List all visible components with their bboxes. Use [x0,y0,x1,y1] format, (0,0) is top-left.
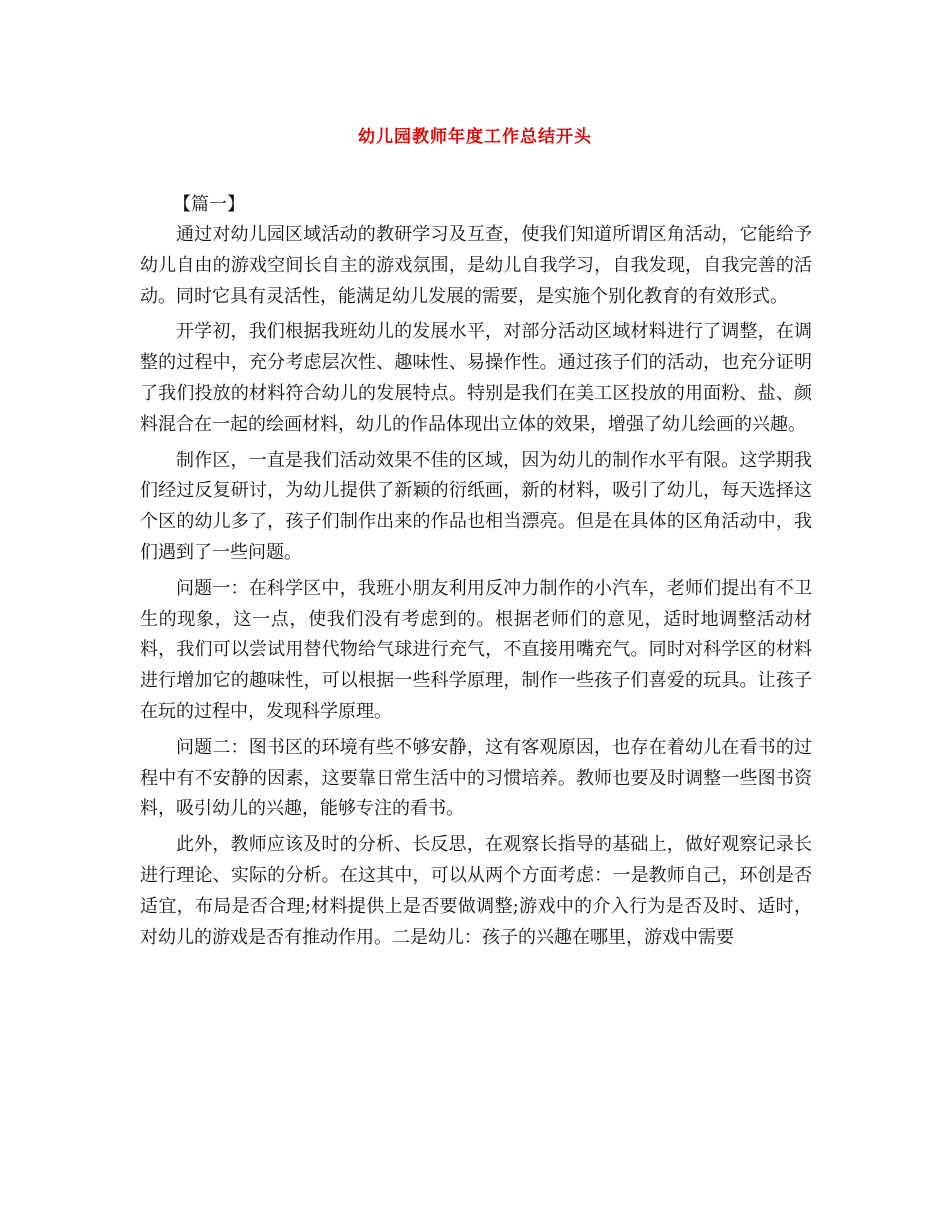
document-body [140,220,812,958]
paragraph: 问题二：图书区的环境有些不够安静，这有客观原因，也存在着幼儿在看书的过程中有不安静的因素，这要靠日常生活中的习惯培养。教师也要及时调整一些图书资料，吸引幼儿的兴趣，能够专注的看书。 [140,736,812,820]
paragraph: 制作区，一直是我们活动效果不佳的区域，因为幼儿的制作水平有限。这学期我们经过反复研讨，为幼儿提供了新颖的衍纸画，新的材料，吸引了幼儿，每天选择这个区的幼儿多了，孩子们制作出来的作品也相当漂亮。但是在具体的区角活动中，我们遇到了一些问题。 [140,449,812,563]
paragraph: 开学初，我们根据我班幼儿的发展水平，对部分活动区域材料进行了调整，在调整的过程中，充分考虑层次性、趣味性、易操作性。通过孩子们的活动，也充分证明了我们投放的材料符合幼儿的发展特点。特别是我们在美工区投放的用面粉、盐、颜料混合在一起的绘画材料，幼儿的作品体现出立体的效果，增强了幼儿绘画的兴趣。 [140,321,812,435]
paragraph: 通过对幼儿园区域活动的教研学习及互查，使我们知道所谓区角活动，它能给予幼儿自由的游戏空间长自主的游戏氛围，是幼儿自我学习，自我发现，自我完善的活动。同时它具有灵活性，能满足幼儿发展的需要，是实施个别化教育的有效形式。 [140,224,812,307]
paragraph: 问题一：在科学区中，我班小朋友利用反冲力制作的小汽车，老师们提出有不卫生的现象，这一点，使我们没有考虑到的。根据老师们的意见，适时地调整活动材料，我们可以尝试用替代物给气球进行充气，不直接用嘴充气。同时对科学区的材料进行增加它的趣味性，可以根据一些科学原理，制作一些孩子们喜爱的玩具。让孩子在玩的过程中，发现科学原理。 [140,577,812,722]
document-title: 幼儿园教师年度工作总结开头 [358,127,592,147]
section-label: 【篇一】 [173,194,245,215]
paragraph: 此外，教师应该及时的分析、长反思，在观察长指导的基础上，做好观察记录长进行理论、实际的分析。在这其中，可以从两个方面考虑：一是教师自己，环创是否适宜，布局是否合理;材料提供上是否要做调整;游戏中的介入行为是否及时、适时，对幼儿的游戏是否有推动作用。二是幼儿：孩子的兴趣在哪里，游戏中需要 [140,834,812,948]
